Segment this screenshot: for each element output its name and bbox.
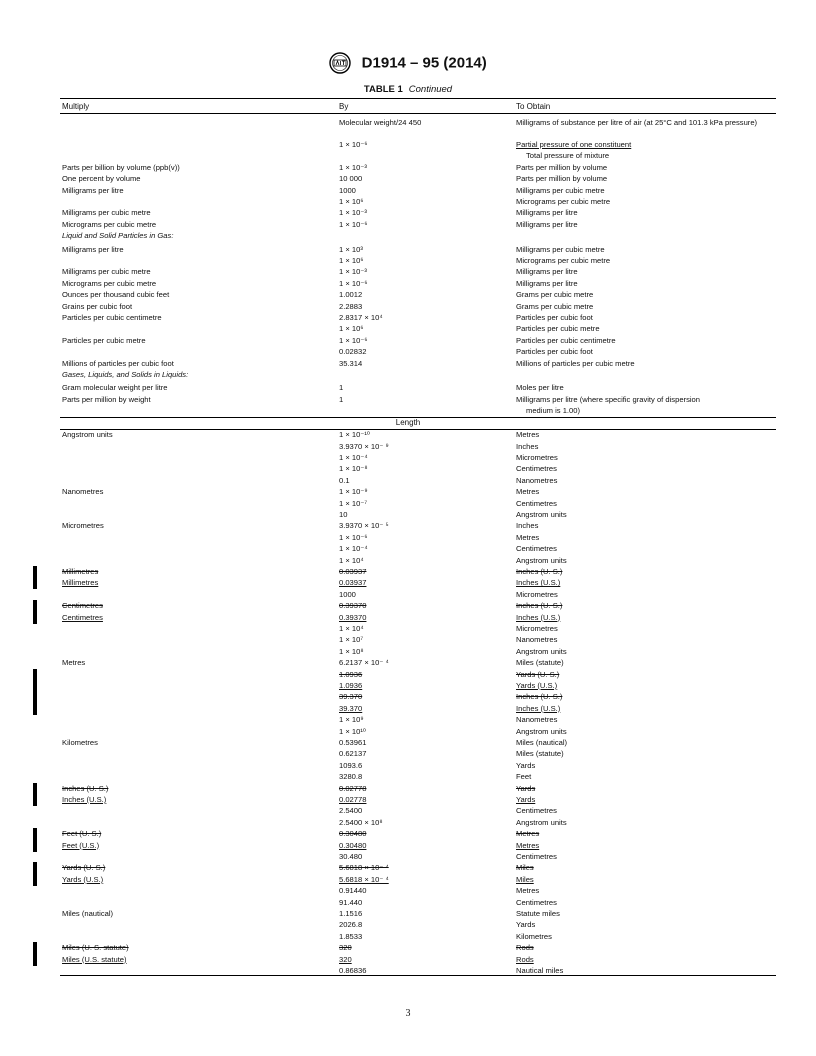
multiply-cell: Ounces per thousand cubic feet <box>62 290 170 300</box>
multiply-cell: Inches (U. S.) <box>62 783 109 793</box>
factor-cell: 1 × 10⁻⁶ <box>339 278 368 288</box>
multiply-cell: One percent by volume <box>62 174 141 184</box>
multiply-cell: Centimetres <box>62 601 103 611</box>
length-section-heading: Length <box>395 418 421 428</box>
factor-cell: 0.39370 <box>339 612 367 622</box>
multiply-cell: Inches (U.S.) <box>62 794 107 804</box>
to-obtain-cell: Metres <box>516 886 540 896</box>
to-obtain-cell: Centimetres <box>516 498 557 508</box>
to-obtain-cell: Inches (U. S.) <box>516 566 563 576</box>
factor-cell: 39.370 <box>339 703 363 713</box>
factor-cell: 10 <box>339 509 348 519</box>
to-obtain-cell: Metres <box>516 840 540 850</box>
to-obtain-cell: Rods <box>516 943 534 953</box>
multiply-cell: Millions of particles per cubic foot <box>62 358 174 368</box>
multiply-cell: Parts per million by weight <box>62 394 151 404</box>
factor-cell: 1 × 10⁻⁶ <box>339 335 368 345</box>
revision-bar <box>33 600 37 612</box>
factor-cell: 1093.6 <box>339 760 363 770</box>
to-obtain-cell: Total pressure of mixture <box>526 151 610 161</box>
to-obtain-cell: Angstrom units <box>516 646 567 656</box>
table-bottom-rule <box>60 975 776 976</box>
factor-cell: 1 × 10⁴ <box>339 555 364 565</box>
factor-cell: 1.1516 <box>339 908 363 918</box>
factor-cell: 3280.8 <box>339 772 363 782</box>
multiply-cell: Yards (U.S.) <box>62 874 104 884</box>
to-obtain-cell: Metres <box>516 430 540 440</box>
document-title: D1914 – 95 (2014) <box>361 54 487 72</box>
to-obtain-cell: Metres <box>516 532 540 542</box>
factor-cell: 1000 <box>339 185 356 195</box>
factor-cell: 2.2883 <box>339 301 363 311</box>
factor-cell: 0.03937 <box>339 578 367 588</box>
multiply-cell: Gram molecular weight per litre <box>62 383 168 393</box>
factor-cell: 35.314 <box>339 358 363 368</box>
multiply-cell: Milligrams per litre <box>62 244 124 254</box>
revision-bar <box>33 566 37 578</box>
column-header-to-obtain: To Obtain <box>516 102 551 111</box>
to-obtain-cell: Miles (statute) <box>516 658 564 668</box>
multiply-cell: Metres <box>62 658 86 668</box>
factor-cell: 10 000 <box>339 174 363 184</box>
revision-bar <box>33 840 37 852</box>
column-header-multiply: Multiply <box>62 102 90 111</box>
to-obtain-cell: Statute miles <box>516 908 560 918</box>
to-obtain-cell: Milligrams per litre <box>516 208 578 218</box>
to-obtain-cell: Inches (U.S.) <box>516 703 561 713</box>
multiply-cell: Particles per cubic centimetre <box>62 313 162 322</box>
factor-cell: 0.1 <box>339 475 350 485</box>
to-obtain-cell: Milligrams per litre <box>516 267 578 277</box>
multiply-cell: Particles per cubic metre <box>62 335 146 345</box>
factor-cell: 5.6818 × 10⁻ ⁴ <box>339 863 389 873</box>
factor-cell: 0.30480 <box>339 840 367 850</box>
factor-cell: 39.370 <box>339 692 363 702</box>
to-obtain-cell: Milligrams per litre <box>516 278 578 288</box>
multiply-cell: Centimetres <box>62 612 103 622</box>
factor-cell: 1 × 10⁻⁹ <box>339 487 368 497</box>
to-obtain-cell: Inches (U. S.) <box>516 692 563 702</box>
multiply-cell: Micrometres <box>62 521 104 531</box>
factor-cell: 3.9370 × 10⁻ ⁵ <box>339 521 389 531</box>
to-obtain-cell: Yards (U. S.) <box>516 669 560 679</box>
factor-cell: 1 × 10⁻⁶ <box>339 219 368 229</box>
to-obtain-cell: Particles per cubic centimetre <box>516 335 616 345</box>
factor-cell: 1 × 10⁶ <box>339 324 364 334</box>
revision-bar <box>33 828 37 840</box>
length-section-bottom-rule <box>60 429 776 430</box>
factor-cell: 1 × 10⁻⁴ <box>339 452 368 462</box>
factor-cell: 1 × 10⁻⁶ <box>339 140 368 149</box>
factor-cell: 1.0936 <box>339 680 363 690</box>
to-obtain-cell: Particles per cubic foot <box>516 313 593 322</box>
to-obtain-cell: Angstrom units <box>516 509 567 519</box>
to-obtain-cell: Particles per cubic foot <box>516 347 593 357</box>
to-obtain-cell: Yards <box>516 920 536 930</box>
multiply-cell: Kilometres <box>62 737 98 747</box>
to-obtain-cell: Miles (nautical) <box>516 737 568 747</box>
to-obtain-cell: Micrograms per cubic metre <box>516 256 611 265</box>
to-obtain-cell: Nanometres <box>516 715 558 725</box>
factor-cell: 2.8317 × 10⁴ <box>339 313 383 322</box>
factor-cell: 1 <box>339 383 344 393</box>
revision-bar <box>33 612 37 624</box>
factor-cell: 1 × 10⁻³ <box>339 267 367 277</box>
to-obtain-cell: Centimetres <box>516 851 557 861</box>
multiply-cell: Grains per cubic foot <box>62 301 133 311</box>
to-obtain-cell: Moles per litre <box>516 383 564 393</box>
factor-cell: 1 × 10⁶ <box>339 197 364 206</box>
to-obtain-cell: Yards <box>516 783 536 793</box>
to-obtain-cell: Milligrams per cubic metre <box>516 244 605 254</box>
revision-bar <box>33 954 37 966</box>
factor-cell: 1.0012 <box>339 290 363 300</box>
multiply-cell: Liquid and Solid Particles in Gas: <box>62 231 174 241</box>
factor-cell: 0.62137 <box>339 749 367 759</box>
factor-cell: 1 × 10⁶ <box>339 256 364 265</box>
to-obtain-cell: Centimetres <box>516 806 557 816</box>
factor-cell: 1 × 10⁻⁷ <box>339 498 368 508</box>
factor-cell: 3.9370 × 10⁻ ⁹ <box>339 441 389 451</box>
column-header-by: By <box>339 102 349 111</box>
factor-cell: Molecular weight/24 450 <box>339 118 422 127</box>
to-obtain-cell: Micrograms per cubic metre <box>516 197 611 206</box>
to-obtain-cell: Parts per million by volume <box>516 174 608 184</box>
to-obtain-cell: Miles (statute) <box>516 749 564 759</box>
to-obtain-cell: Centimetres <box>516 897 557 907</box>
to-obtain-cell: Yards (U.S.) <box>516 680 558 690</box>
revision-bar <box>33 942 37 954</box>
factor-cell: 0.91440 <box>339 886 367 896</box>
factor-cell: 1 × 10⁻³ <box>339 162 367 172</box>
to-obtain-cell: Angstrom units <box>516 726 567 736</box>
factor-cell: 2.5400 × 10⁸ <box>339 817 383 827</box>
page-number: 3 <box>405 1008 411 1019</box>
to-obtain-cell: Inches <box>516 441 539 451</box>
factor-cell: 0.30480 <box>339 829 367 839</box>
factor-cell: 0.03937 <box>339 566 367 576</box>
to-obtain-cell: Inches (U.S.) <box>516 612 561 622</box>
revision-bar <box>33 669 37 681</box>
to-obtain-cell: Nanometres <box>516 635 558 645</box>
revision-bar <box>33 862 37 874</box>
to-obtain-cell: Centimetres <box>516 464 557 474</box>
revision-bar <box>33 794 37 806</box>
multiply-cell: Yards (U. S.) <box>62 863 106 873</box>
multiply-cell: Milligrams per cubic metre <box>62 208 151 218</box>
to-obtain-cell: Parts per million by volume <box>516 162 608 172</box>
factor-cell: 1 × 10⁻¹⁰ <box>339 430 370 440</box>
multiply-cell: Micrograms per cubic metre <box>62 219 157 229</box>
multiply-cell: Angstrom units <box>62 430 113 440</box>
factor-cell: 1 × 10⁻⁴ <box>339 544 368 554</box>
to-obtain-cell: Micrometres <box>516 589 558 599</box>
factor-cell: 5.6818 × 10⁻ ⁴ <box>339 874 389 884</box>
factor-cell: 1 × 10³ <box>339 244 363 254</box>
factor-cell: 0.86836 <box>339 965 367 975</box>
revision-bar <box>33 783 37 795</box>
factor-cell: 1 × 10⁻³ <box>339 208 367 218</box>
factor-cell: 0.02778 <box>339 794 367 804</box>
factor-cell: 1.0936 <box>339 669 363 679</box>
table-continued: Continued <box>408 84 453 95</box>
factor-cell: 91.440 <box>339 897 363 907</box>
to-obtain-cell: Yards <box>516 794 536 804</box>
to-obtain-cell: Particles per cubic metre <box>516 324 600 334</box>
to-obtain-cell: Inches (U.S.) <box>516 578 561 588</box>
factor-cell: 1 × 10⁴ <box>339 623 364 633</box>
factor-cell: 0.53961 <box>339 737 367 747</box>
to-obtain-cell: Milligrams per cubic metre <box>516 185 605 195</box>
to-obtain-cell: Grams per cubic metre <box>516 290 594 300</box>
factor-cell: 1 × 10¹⁰ <box>339 726 366 736</box>
to-obtain-cell: Milligrams of substance per litre of air (at 25°C and 101.3 kPa pressure) <box>516 118 758 127</box>
to-obtain-cell: Miles <box>516 874 534 884</box>
factor-cell: 1 × 10⁻⁶ <box>339 532 368 542</box>
to-obtain-cell: Nautical miles <box>516 965 564 975</box>
to-obtain-cell: Millions of particles per cubic metre <box>516 358 635 368</box>
factor-cell: 1 × 10⁻⁸ <box>339 464 368 474</box>
factor-cell: 1000 <box>339 589 356 599</box>
multiply-cell: Milligrams per litre <box>62 185 124 195</box>
factor-cell: 1 × 10⁸ <box>339 646 364 656</box>
to-obtain-cell: Inches (U. S.) <box>516 601 563 611</box>
to-obtain-cell: Milligrams per litre <box>516 219 578 229</box>
to-obtain-cell: Angstrom units <box>516 555 567 565</box>
factor-cell: 0.39370 <box>339 601 367 611</box>
to-obtain-cell: Nanometres <box>516 475 558 485</box>
multiply-cell: Gases, Liquids, and Solids in Liquids: <box>62 370 189 379</box>
factor-cell: 320 <box>339 954 352 964</box>
factor-cell: 320 <box>339 943 352 953</box>
to-obtain-cell: Milligrams per litre (where specific gravity of dispersion <box>516 394 700 404</box>
multiply-cell: Miles (U. S. statute) <box>62 943 129 953</box>
multiply-cell: Milligrams per cubic metre <box>62 267 151 277</box>
factor-cell: 6.2137 × 10⁻ ⁴ <box>339 658 389 668</box>
revision-bar <box>33 703 37 715</box>
factor-cell: 2.5400 <box>339 806 363 816</box>
factor-cell: 0.02778 <box>339 783 367 793</box>
multiply-cell: Feet (U. S.) <box>62 829 102 839</box>
to-obtain-cell: Rods <box>516 954 534 964</box>
revision-bar <box>33 874 37 886</box>
to-obtain-cell: Feet <box>516 772 532 782</box>
to-obtain-cell: Partial pressure of one constituent <box>516 140 632 149</box>
to-obtain-cell: Centimetres <box>516 544 557 554</box>
to-obtain-cell: Micrometres <box>516 452 558 462</box>
multiply-cell: Parts per billion by volume (ppb(v)) <box>62 162 180 172</box>
to-obtain-cell: Angstrom units <box>516 817 567 827</box>
to-obtain-cell: Yards <box>516 760 536 770</box>
factor-cell: 1.8533 <box>339 931 363 941</box>
revision-bar <box>33 680 37 692</box>
multiply-cell: Feet (U.S.) <box>62 840 100 850</box>
multiply-cell: Millimetres <box>62 578 99 588</box>
to-obtain-cell: Kilometres <box>516 931 552 941</box>
multiply-cell: Micrograms per cubic metre <box>62 278 157 288</box>
to-obtain-cell: Inches <box>516 521 539 531</box>
multiply-cell: Nanometres <box>62 487 104 497</box>
factor-cell: 0.02832 <box>339 347 367 357</box>
to-obtain-cell: Micrometres <box>516 623 558 633</box>
to-obtain-cell: Metres <box>516 487 540 497</box>
to-obtain-cell: medium is 1.00) <box>526 406 581 416</box>
to-obtain-cell: Metres <box>516 829 540 839</box>
factor-cell: 2026.8 <box>339 920 363 930</box>
factor-cell: 1 <box>339 394 344 404</box>
factor-cell: 1 × 10⁹ <box>339 715 364 725</box>
multiply-cell: Millimetres <box>62 566 99 576</box>
table-label: TABLE 1 <box>363 84 403 95</box>
revision-bar <box>33 691 37 703</box>
factor-cell: 1 × 10⁷ <box>339 635 364 645</box>
multiply-cell: Miles (U.S. statute) <box>62 954 127 964</box>
to-obtain-cell: Grams per cubic metre <box>516 301 594 311</box>
to-obtain-cell: Miles <box>516 863 534 873</box>
multiply-cell: Miles (nautical) <box>62 908 114 918</box>
factor-cell: 30.480 <box>339 851 363 861</box>
revision-bar <box>33 577 37 589</box>
